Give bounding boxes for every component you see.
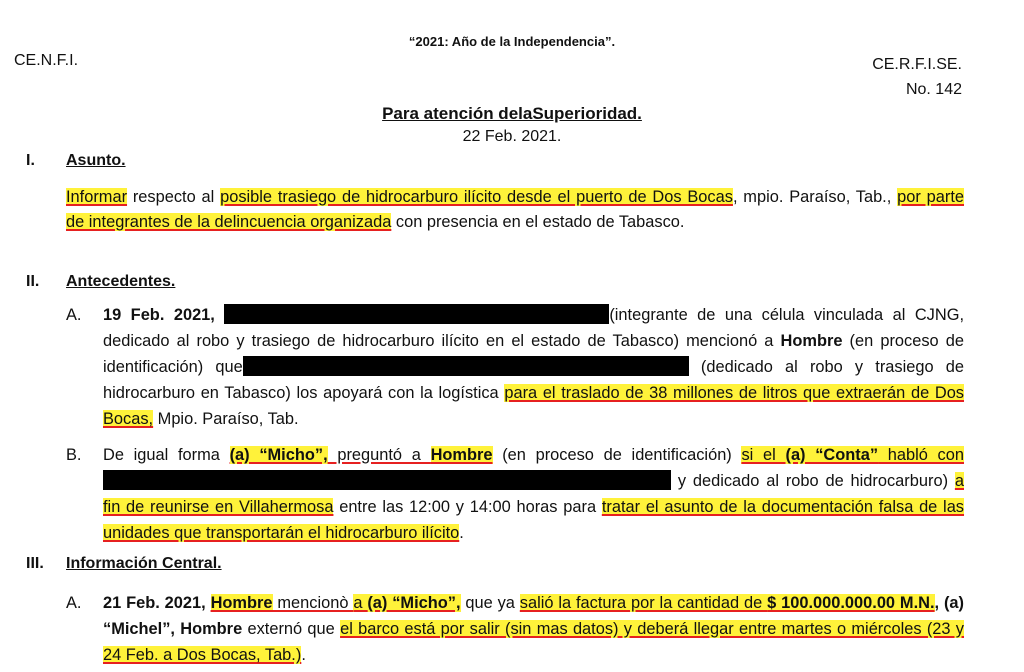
highlighted-phrase: tratar el asunto de la documentación falsa de las unidades que transportarán el hidrocarburo ilícito <box>103 498 965 542</box>
text-run: y dedicado al robo de hidrocarburo) <box>671 472 955 490</box>
text-run: que ya <box>460 594 520 612</box>
item-label: A. <box>66 594 82 612</box>
header-motto: “2021: Año de la Independencia”. <box>408 34 616 49</box>
antecedente-a <box>66 302 964 432</box>
right-office-code: CE.R.F.I.SE. <box>872 56 962 73</box>
highlighted-phrase: el barco está por salir (sin mas datos) y deberá llegar entre martes o miércoles (23 y 24 Feb. a Dos Bocas, Tab.) <box>103 620 964 664</box>
antecedente-b <box>66 442 964 546</box>
text-run: (en proceso de identificación) que <box>103 332 964 376</box>
section-title: Asunto. <box>66 152 126 169</box>
highlighted-phrase: si el <box>741 446 786 464</box>
asunto-paragraph <box>66 185 964 235</box>
left-office-code: CE.N.F.I. <box>14 52 79 69</box>
text-run: (en proceso de identificación) <box>492 446 742 464</box>
alias-michel: , (a) “Michel”, <box>103 594 964 638</box>
section-title: Antecedentes. <box>66 273 176 290</box>
alias-micho: (a) “Micho”, <box>367 594 461 612</box>
text-run: mencionò <box>272 594 354 612</box>
item-date: 19 Feb. 2021, <box>103 306 215 324</box>
text-run: preguntó a <box>327 446 431 464</box>
document-title: Para atención delaSuperioridad. <box>382 104 642 123</box>
highlighted-phrase: a <box>353 594 368 612</box>
highlighted-phrase: por parte de integrantes de la delincuencia organizada <box>66 188 964 231</box>
item-label: B. <box>66 446 82 464</box>
text-run: Mpio. Paraíso, Tab. <box>153 410 299 428</box>
highlighted-phrase: posible trasiego de hidrocarburo ilícito desde el puerto de Dos Bocas <box>220 188 733 206</box>
person-name: Hombre <box>180 620 243 638</box>
highlighted-phrase: para el traslado de 38 millones de litros que extraerán de Dos Bocas, <box>103 384 965 428</box>
item-text <box>103 302 964 432</box>
redaction-block <box>103 470 671 490</box>
item-text <box>103 442 964 546</box>
text-run: De igual forma <box>103 446 230 464</box>
section-title: Información Central. <box>66 555 222 572</box>
text-run: . <box>459 524 464 542</box>
alias-micho: (a) “Micho”, <box>229 446 328 464</box>
text-run: . <box>301 646 306 664</box>
text-run: (integrante de una célula vinculada al CJNG, dedicado al robo y trasiego de hidrocarburo ilícito en el estado de Tabasco) mencionó a <box>103 306 964 350</box>
section-number: II. <box>26 273 40 290</box>
person-name: Hombre <box>780 332 843 350</box>
text-run: con presencia en el estado de Tabasco. <box>391 213 685 231</box>
person-name: Hombre <box>210 594 273 612</box>
redaction-block <box>243 356 689 376</box>
section-number: I. <box>26 152 35 169</box>
section-heading-antecedentes <box>26 273 175 291</box>
alias-conta: (a) “Conta” <box>785 446 879 464</box>
highlighted-phrase: habló con <box>878 446 964 464</box>
text-run: externó que <box>242 620 341 638</box>
item-text <box>103 590 964 668</box>
highlighted-phrase: a fin de reunirse en Villahermosa <box>103 472 964 516</box>
text-run: , mpio. Paraíso, Tab., <box>732 188 898 206</box>
invoice-amount: $ 100.000.000.00 M.N. <box>767 594 935 612</box>
right-office-block <box>872 52 962 102</box>
item-label: A. <box>66 306 82 324</box>
document-date: 22 Feb. 2021. <box>462 128 562 145</box>
document-number: No. 142 <box>905 81 962 98</box>
section-number: III. <box>26 555 44 572</box>
section-heading-informacion-central <box>26 555 222 573</box>
text-run: (dedicado al robo y trasiego de hidrocarburo en Tabasco) los apoyará con la logística <box>103 358 964 402</box>
highlighted-phrase: Informar <box>66 188 128 206</box>
central-a <box>66 590 964 668</box>
text-run: respecto al <box>127 188 221 206</box>
highlighted-phrase: salió la factura por la cantidad de <box>519 594 768 612</box>
text-run: entre las 12:00 y 14:00 horas para <box>333 498 602 516</box>
redaction-block <box>224 304 609 324</box>
item-date: 21 Feb. 2021, <box>103 594 211 612</box>
section-heading-asunto <box>26 152 126 170</box>
person-name: Hombre <box>430 446 493 464</box>
